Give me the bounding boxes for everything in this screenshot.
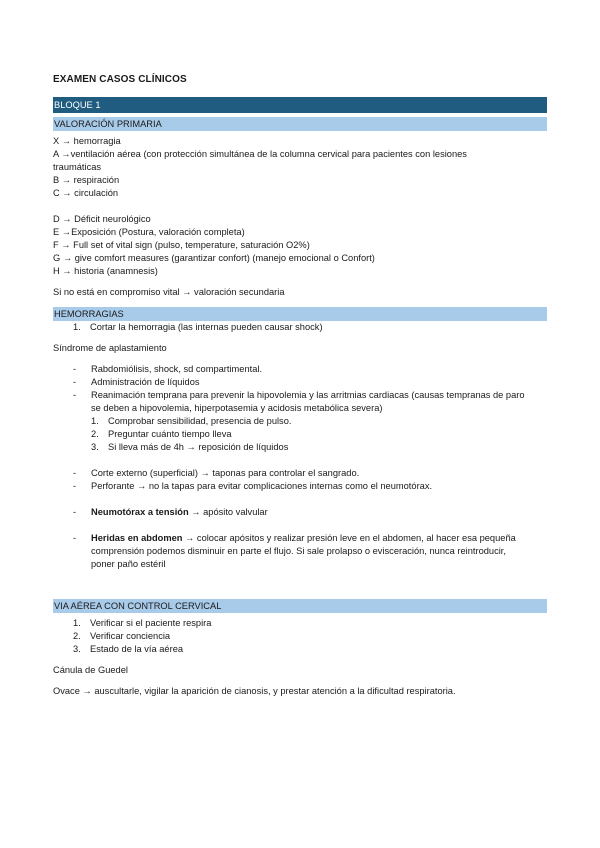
list-item: - Neumotórax a tensión → apósito valvular [73,507,268,517]
reanimacion-sublist [91,415,547,454]
list-text: Rabdomiólisis, shock, sd compartimental. [91,364,263,374]
section-header-hemorragias: HEMORRAGIAS [53,307,547,321]
primaria-note: Si no está en compromiso vital → valoración secundaria [53,287,285,297]
list-text: comprensión podemos disminuir en parte el flujo. Si sale prolapso o evisceración, nunca reintroducir, [91,546,506,556]
ovace-text: Ovace → auscultarle, vigilar la aparición de cianosis, y prestar atención a la dificultad respiratoria. [53,686,456,696]
list-text: Comprobar sensibilidad, presencia de pulso. [108,416,292,426]
list-item: - Corte externo (superficial) → taponas para controlar el sangrado. [73,468,360,478]
list-text: Corte externo (superficial) → taponas para controlar el sangrado. [91,468,360,478]
list-text: Preguntar cuánto tiempo lleva [108,429,232,439]
list-item: - Heridas en abdomen → colocar apósitos y realizar presión leve en el abdomen, al hacer esa pequeña comprensión podemos disminuir en parte el flujo. Si sale prolapso o evisceración, nunca reintroducir, poner paño estéril [53,532,547,571]
list-text: Verificar conciencia [90,631,171,641]
heridas-list [53,532,547,571]
list-text: Si lleva más de 4h → reposición de líquidos [108,442,289,452]
section-header-via-aerea: VIA AÉREA CON CONTROL CERVICAL [53,599,547,613]
list-text: → apósito valvular [188,507,268,517]
list-item [53,630,547,643]
aplastamiento-list [53,363,547,454]
corte-list [53,467,547,493]
list-item [91,415,547,428]
list-item: - Administración de líquidos [73,377,200,387]
block-header: BLOQUE 1 [53,97,547,113]
list-item [53,321,547,334]
neumotorax-list [53,506,547,519]
list-number: 2. [73,631,81,641]
list-text: se deben a hipovolemia, hiperpotasemia y acidosis metabólica severa) [91,403,383,413]
list-text: Cortar la hemorragia (las internas pueden causar shock) [90,322,323,332]
canula-text: Cánula de Guedel [53,665,128,675]
text-line: E →Exposición (Postura, valoración completa) [53,227,245,237]
list-item: - Perforante → no la tapas para evitar complicaciones internas como el neumotórax. [73,481,433,491]
document-title: EXAMEN CASOS CLÍNICOS [53,74,187,85]
text-line: G → give comfort measures (garantizar confort) (manejo emocional o Confort) [53,253,375,263]
list-item [53,643,547,656]
list-item [91,428,547,441]
bold-term: Heridas en abdomen [91,533,183,543]
list-text: Perforante → no la tapas para evitar complicaciones internas como el neumotórax. [91,481,433,491]
text-line: A →ventilación aérea (con protección simultánea de la columna cervical para pacientes con lesiones [53,149,467,159]
text-line: D → Déficit neurológico [53,214,151,224]
text-line: X → hemorragia [53,136,121,146]
list-item: - Reanimación temprana para prevenir la hipovolemia y las arritmias cardiacas (causas tempranas de paro se deben a hipovolemia, hiperpotasemia y acidosis metabólica severa) 1. Comprobar sensibilidad, presencia de pulso. 2. Preguntar cuánto tiempo lleva 3. Si lleva más de 4h → reposición de líquidos [53,389,547,454]
primaria-lines [53,135,547,200]
list-text: Reanimación temprana para prevenir la hipovolemia y las arritmias cardiacas (causas tempranas de paro [91,390,525,400]
list-number: 2. [91,429,99,439]
text-line: C → circulación [53,188,119,198]
list-number: 3. [73,644,81,654]
via-aerea-list [53,617,547,656]
hemorragias-list [53,321,547,334]
list-number: 1. [73,618,81,628]
subtitle-aplastamiento: Síndrome de aplastamiento [53,343,167,353]
text-line: F → Full set of vital sign (pulso, temperature, saturación O2%) [53,240,310,250]
section-header-valoracion-primaria: VALORACIÓN PRIMARIA [53,117,547,131]
list-text: Administración de líquidos [91,377,200,387]
list-text: Verificar si el paciente respira [90,618,212,628]
list-item: - Rabdomiólisis, shock, sd compartimental. [73,364,263,374]
text-line: B → respiración [53,175,120,185]
list-item [91,441,547,454]
list-number: 3. [91,442,99,452]
list-text: Estado de la vía aérea [90,644,184,654]
list-number: 1. [73,322,81,332]
text-line: traumáticas [53,162,102,172]
bold-term: Neumotórax a tensión [91,507,189,517]
text-line: H → historia (anamnesis) [53,266,158,276]
list-number: 1. [91,416,99,426]
list-text: → colocar apósitos y realizar presión leve en el abdomen, al hacer esa pequeña [182,533,516,543]
list-item [53,617,547,630]
list-text: poner paño estéril [91,559,166,569]
primaria-lines-2 [53,213,547,278]
